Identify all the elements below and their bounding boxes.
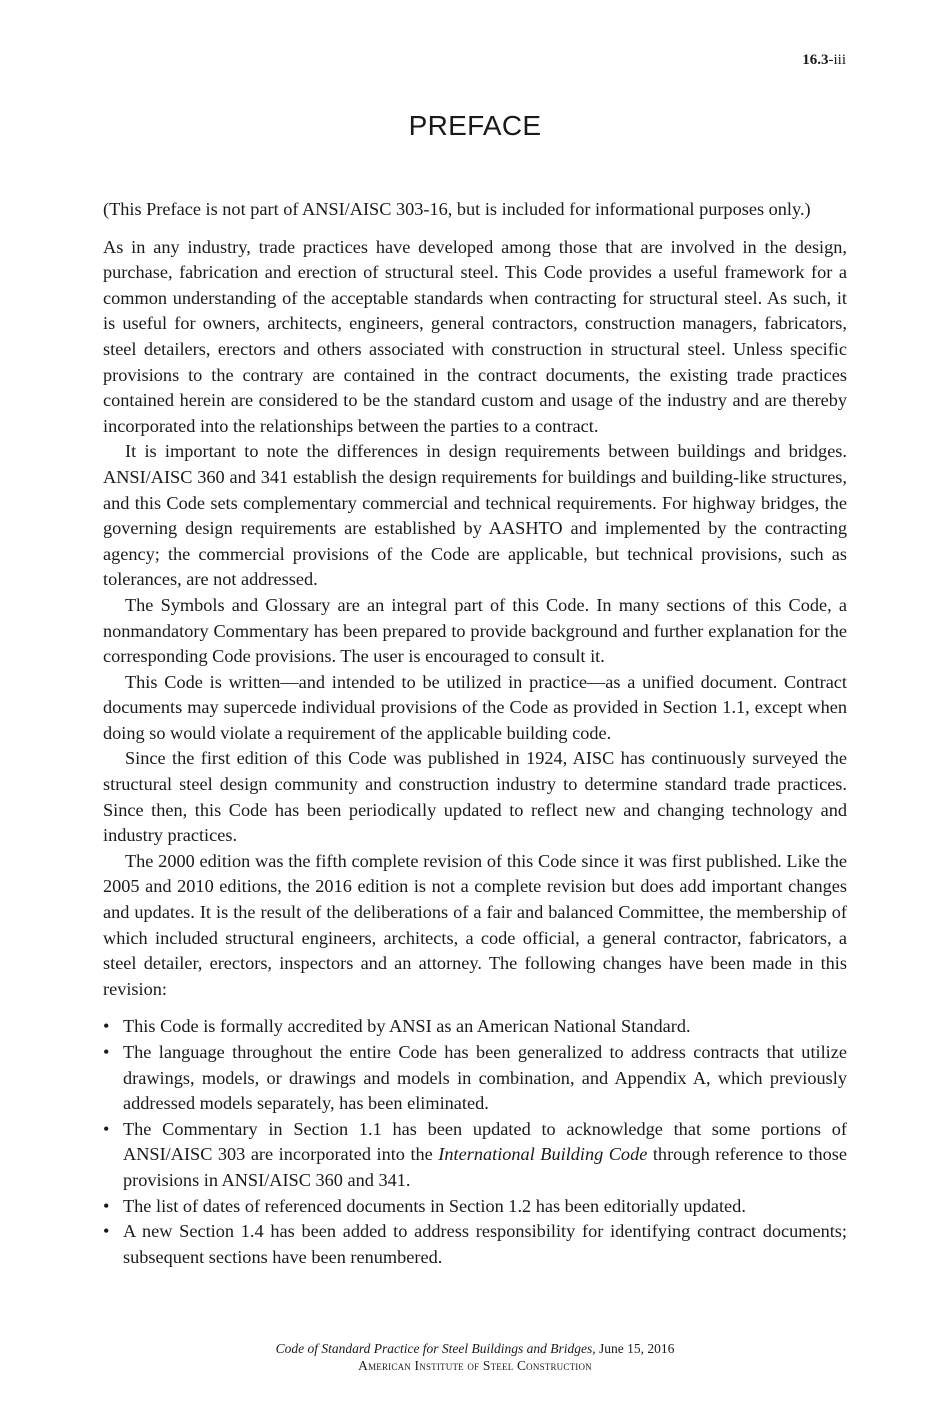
paragraph: This Code is written—and intended to be utilized in practice—as a unified document. Contract documents may supercede individual provisions of the Code as provided in Section 1.1, except when doing so would violate a requirement of the applicable building code.	[103, 671, 847, 743]
paragraph: The Symbols and Glossary are an integral part of this Code. In many sections of this Code, a nonmandatory Commentary has been prepared to provide background and further explanation for the corresponding Code provisions. The user is encouraged to consult it.	[103, 594, 847, 667]
page-footer	[0, 1340, 950, 1374]
list-item-text: The list of dates of referenced documents in Section 1.2 has been editorially updated.	[123, 1195, 746, 1216]
bullet-icon: •	[103, 1221, 110, 1242]
paragraph: It is important to note the differences in design requirements between buildings and bridges. ANSI/AISC 360 and 341 establish the design requirements for buildings and building-like structures, and this Code sets complementary commercial and technical requirements. For highway bridges, the governing design requirements are established by AASHTO and implemented by the contracting agency; the commercial provisions of the Code are applicable, but technical provisions, such as tolerances, are not addressed.	[103, 441, 847, 590]
ibc-title: International Building Code	[438, 1144, 648, 1165]
paragraph: As in any industry, trade practices have developed among those that are involved in the design, purchase, fabrication and erection of structural steel. This Code provides a useful framework for a common understanding of the acceptable standards when contracting for structural steel. As such, it is useful for owners, architects, engineers, general contractors, construction managers, fabricators, steel detailers, erectors and others associated with construction in structural steel. Unless specific provisions to the contrary are contained in the contract documents, the existing trade practices contained herein are considered to be the standard custom and usage of the industry and are thereby incorporated into the relationships between the parties to a contract.	[103, 236, 847, 436]
paragraph: Since the first edition of this Code was published in 1924, AISC has continuously surveyed the structural steel design community and construction industry to determine standard trade practices. Since then, this Code has been periodically updated to reflect new and changing technology and industry practices.	[103, 748, 847, 846]
list-item	[103, 1040, 847, 1117]
page-number	[802, 52, 846, 69]
footer-doc-title: Code of Standard Practice for Steel Buildings and Bridges,	[275, 1341, 596, 1356]
informational-note: (This Preface is not part of ANSI/AISC 303-16, but is included for informational purposes only.)	[103, 199, 811, 219]
page-number-suffix: -iii	[828, 52, 846, 68]
page-number-section: 16.3	[802, 52, 829, 68]
list-item	[103, 1219, 847, 1270]
list-item	[103, 1014, 847, 1040]
page-title: PREFACE	[408, 110, 542, 141]
footer-organization: American Institute of Steel Construction	[358, 1358, 592, 1373]
list-item-text: A new Section 1.4 has been added to address responsibility for identifying contract documents; subsequent sections have been renumbered.	[123, 1221, 847, 1267]
changes-list	[103, 1014, 847, 1270]
list-item	[103, 1194, 847, 1220]
bullet-icon: •	[103, 1016, 110, 1037]
list-item-text-start: The Commentary in Section 1.1 has been updated to acknowledge that some portions of ANSI/AISC 303 are incorporated into the	[123, 1118, 847, 1165]
footer-citation	[0, 1340, 950, 1357]
bullet-icon: •	[103, 1042, 110, 1062]
list-item-text: The language throughout the entire Code has been generalized to address contracts that utilize drawings, models, or drawings and models in combination, and Appendix A, which previously addressed models separately, has been eliminated.	[123, 1042, 847, 1114]
list-item-text: This Code is formally accredited by ANSI as an American National Standard.	[123, 1016, 691, 1037]
footer-date: June 15, 2016	[595, 1341, 675, 1356]
list-item	[103, 1117, 847, 1194]
preface-body	[103, 197, 847, 1270]
bullet-icon: •	[103, 1118, 110, 1139]
paragraph: The 2000 edition was the fifth complete revision of this Code since it was first published. Like the 2005 and 2010 editions, the 2016 edition is not a complete revision but does add important changes and updates. It is the result of the deliberations of a fair and balanced Committee, the membership of which included structural engineers, architects, a code official, a general contractor, fabricators, a steel detailer, erectors, inspectors and an attorney. The following changes have been made in this revision:	[103, 850, 847, 999]
list-item-text-end: through reference to those provisions in ANSI/AISC 360 and 341.	[123, 1144, 848, 1190]
bullet-icon: •	[103, 1195, 110, 1216]
